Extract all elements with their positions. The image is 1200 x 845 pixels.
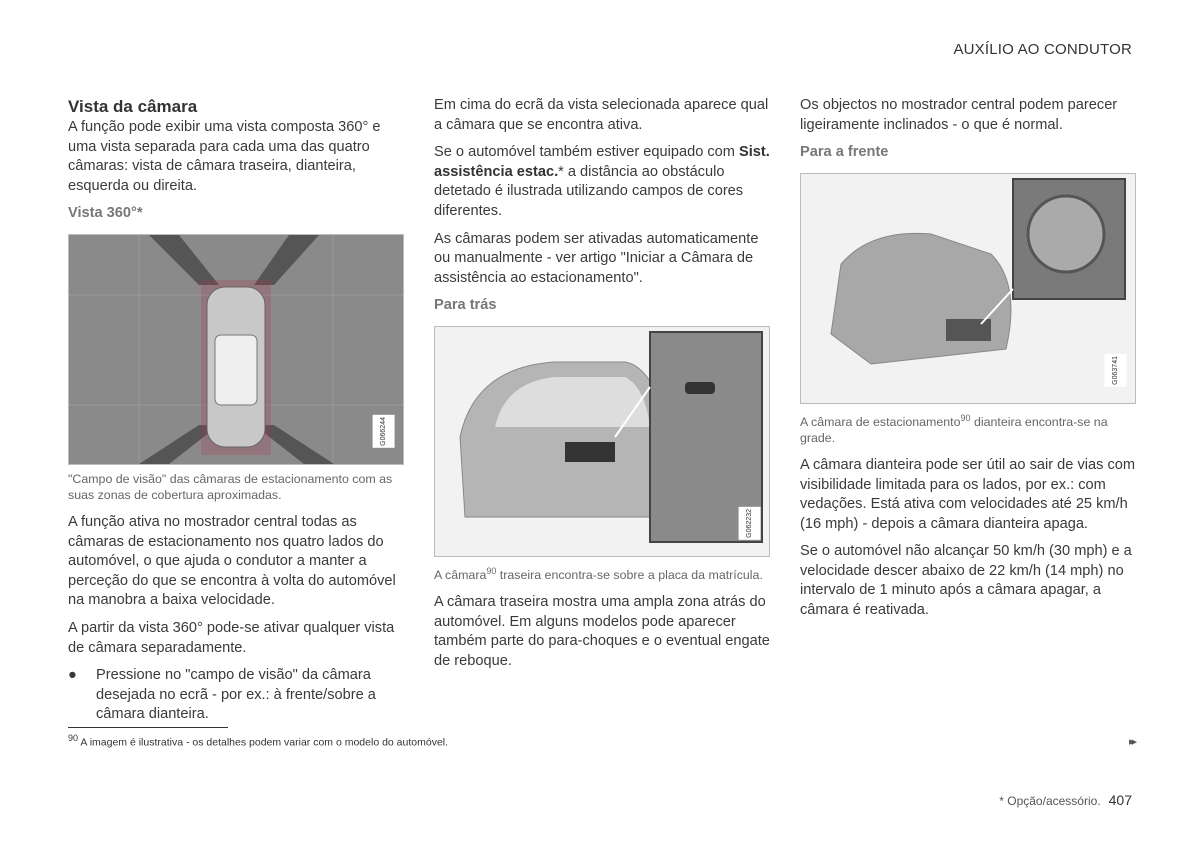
figure-code: G062232 — [739, 507, 761, 540]
figure-code: G066244 — [373, 415, 395, 448]
footnote-number: 90 — [68, 733, 79, 743]
section-title: Vista da câmara — [68, 97, 198, 116]
column-1 — [68, 96, 404, 725]
footnote-ref: 90 — [960, 412, 971, 423]
keyword: Sist. assistência estac. — [434, 144, 770, 180]
continue-arrows-icon: ▸▸ — [1128, 736, 1134, 748]
subheading-rear: Para trás — [434, 297, 497, 314]
bullet-text: Pressione no "campo de visão" da câmara desejada no ecrã - por ex.: à frente/sobre a câmara dianteira. — [96, 667, 376, 723]
text: Se o automóvel também estiver equipado com — [434, 144, 740, 161]
footnote — [68, 733, 448, 749]
paragraph — [434, 143, 770, 221]
paragraph: A câmara traseira mostra uma ampla zona atrás do automóvel. Em alguns modelos pode aparecer também parte do para-choques e o eventual engate de reboque. — [434, 594, 770, 669]
page-footer — [999, 792, 1132, 808]
paragraph: Os objectos no mostrador central podem parecer ligeiramente inclinados - o que é normal. — [800, 97, 1118, 133]
text: A câmara de estacionamento — [800, 414, 961, 429]
section-header: AUXÍLIO AO CONDUTOR — [953, 41, 1132, 58]
footnote-text: A imagem é ilustrativa - os detalhes podem variar com o modelo do automóvel. — [80, 736, 449, 749]
subheading-360: Vista 360°* — [68, 205, 143, 222]
bullet-icon: ● — [68, 667, 77, 684]
footnote-divider — [68, 727, 228, 728]
column-3 — [800, 96, 1136, 629]
intro-paragraph: A função pode exibir uma vista composta 360° e uma vista separada para cada uma das quatro câmaras: vista de câmara traseira, dianteira, esquerda ou direita. — [68, 119, 381, 194]
figure-caption — [800, 410, 1136, 446]
paragraph: Se o automóvel não alcançar 50 km/h (30 mph) e a velocidade descer abaixo de 22 km/h (14 mph) no intervalo de 1 minuto após a câmara apagar, a câmara é reativada. — [800, 543, 1132, 619]
page-number: 407 — [1108, 792, 1132, 808]
figure-caption — [434, 563, 770, 583]
figure-front-camera — [800, 173, 1136, 404]
figure-caption: "Campo de visão" das câmaras de estacionamento com as suas zonas de cobertura aproximadas. — [68, 471, 393, 502]
figure-rear-camera — [434, 326, 770, 557]
paragraph: A função ativa no mostrador central todas as câmaras de estacionamento nos quatro lados do automóvel, o que ajuda o condutor a manter a perceção do que se encontra à volta do automóvel na manobra a baixa velocidade. — [68, 513, 396, 609]
paragraph: Em cima do ecrã da vista selecionada aparece qual a câmara que se encontra ativa. — [434, 97, 769, 133]
paragraph: As câmaras podem ser ativadas automaticamente ou manualmente - ver artigo "Iniciar a Câmara de assistência ao estacionamento". — [434, 230, 759, 286]
top-view-car-illustration — [69, 235, 403, 464]
text: A câmara — [434, 568, 487, 583]
figure-360-view — [68, 234, 404, 465]
text: dianteira encontra-se na grade. — [800, 414, 1108, 445]
paragraph: A câmara dianteira pode ser útil ao sair de vias com visibilidade limitada para os lados, por ex.: com vedações. Está ativa com velocidades até 25 km/h (16 mph) - depois a câmara dianteira apaga. — [800, 456, 1136, 532]
figure-code: G063741 — [1105, 354, 1127, 387]
column-2 — [434, 96, 770, 679]
front-car-illustration — [801, 174, 1135, 403]
text: * a distância ao obstáculo detetado é ilustrada utilizando campos de cores diferentes. — [434, 163, 744, 219]
footnote-ref: 90 — [486, 565, 497, 576]
option-note: * Opção/acessório. — [999, 794, 1101, 808]
rear-car-illustration — [435, 327, 769, 556]
bullet-item — [68, 666, 404, 725]
paragraph: A partir da vista 360° pode-se ativar qualquer vista de câmara separadamente. — [68, 619, 395, 656]
subheading-front: Para a frente — [800, 144, 889, 161]
text: traseira encontra-se sobre a placa da matrícula. — [496, 568, 763, 583]
